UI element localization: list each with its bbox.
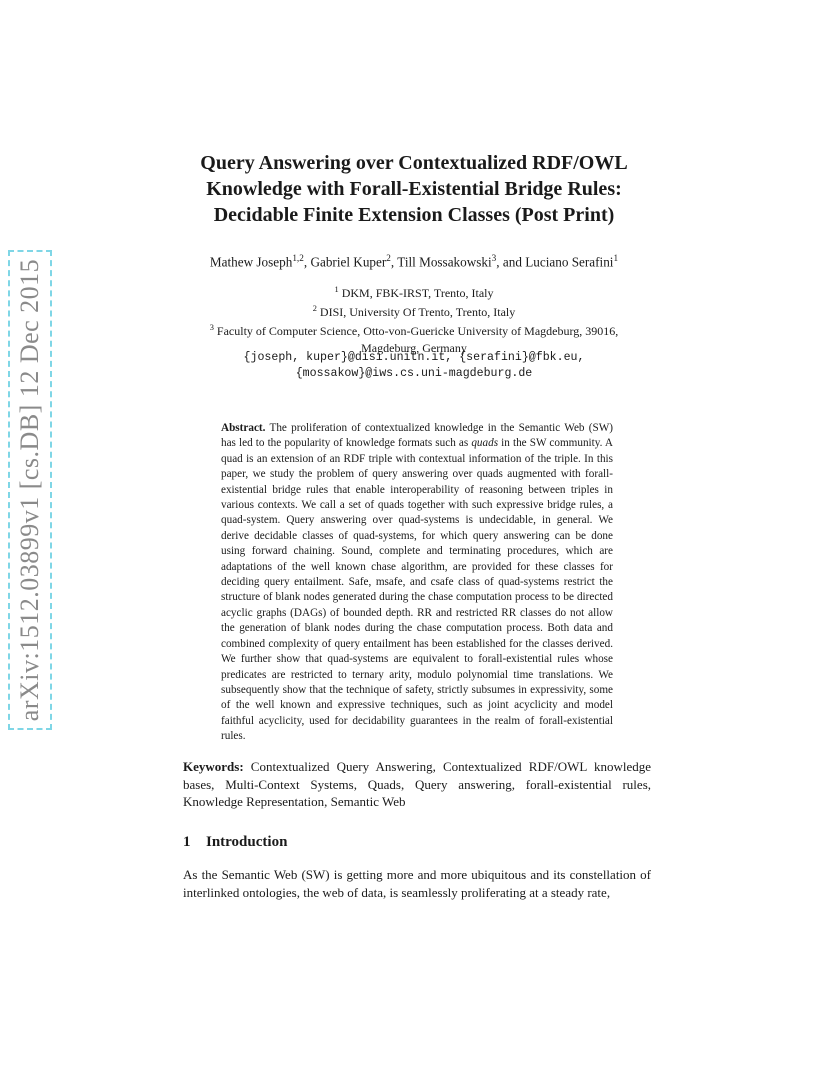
abstract [221, 421, 613, 745]
keywords-label: Keywords: [183, 759, 244, 774]
affiliation [180, 282, 648, 301]
abstract-emphasis: quads [471, 437, 499, 450]
abstract-text: The proliferation of contextualized knowledge in the Semantic Web (SW) has led to the popularity of knowledge formats such as [221, 422, 613, 450]
affiliations [180, 282, 648, 356]
section-number: 1 [183, 834, 191, 850]
author-name: , and Luciano Serafini [496, 254, 614, 270]
arxiv-stamp-text: arXiv:1512.03899v1 [cs.DB] 12 Dec 2015 [15, 258, 44, 722]
abstract-text: in the SW community. A quad is an extension of an RDF triple with contextual information of the triple. In this paper, we study the problem of query answering over quads augmented with forall-existential bridge rules that enable interoperability of reasoning between triples in various contexts. We call a set of quads together with such expressive bridge rules, a quad-system. Query answering over quad-systems is undecidable, in general. We derive decidable classes of quad-systems, for which query answering can be done using forward chaining. Sound, complete and terminating procedures, which are adaptations of the well known chase algorithm, are provided for these classes for deciding query entailment. Safe, msafe, and csafe class of quad-systems restrict the structure of blank nodes generated during the chase computation process to be directed acyclic graphs (DAGs) of bounded depth. RR and restricted RR classes do not allow the generation of blank nodes during the chase computation process. Both data and combined complexity of query entailment has been established for the classes derived. We further show that quad-systems are equivalent to forall-existential rules whose predicates are restricted to ternary arity, modulo polynomial time translations. We subsequently show that the technique of safety, strictly subsumes in expressivity, some of the well known and expressive techniques, such as joint acyclicity and model faithful acyclicity, used for decidability guarantees in the realm of forall-existential rules. [221, 437, 613, 743]
author-sup: 2 [386, 253, 391, 263]
section-title: Introduction [206, 834, 288, 850]
keywords-text: Contextualized Query Answering, Contextualized RDF/OWL knowledge bases, Multi-Context Systems, Quads, Query answering, forall-existential rules, Knowledge Representation, Semantic Web [183, 759, 651, 810]
author-name: Mathew Joseph [209, 254, 293, 270]
title-line: Decidable Finite Extension Classes (Post Print) [213, 204, 615, 226]
author-name: , Gabriel Kuper [303, 254, 387, 270]
author-sup: 3 [491, 253, 497, 263]
author-list [160, 253, 668, 270]
section-heading [183, 834, 651, 851]
author-name: , Till Mossakowski [390, 254, 492, 270]
paper-title [160, 150, 668, 228]
affiliation-text: DISI, University Of Trento, Trento, Italy [316, 305, 516, 320]
abstract-label: Abstract. [221, 422, 266, 434]
affiliation-sup: 2 [312, 304, 317, 314]
affiliation-text: Faculty of Computer Science, Otto-von-Guericke University of Magdeburg, 39016, Magdeburg, Germany [213, 324, 619, 355]
author-emails [160, 350, 668, 382]
affiliation-sup: 3 [209, 323, 214, 333]
email-line: {mossakow}@iws.cs.uni-magdeburg.de [295, 367, 533, 380]
affiliation [180, 301, 648, 320]
author-sup: 1 [613, 253, 619, 263]
author-sup: 1,2 [292, 253, 304, 263]
title-line: Knowledge with Forall-Existential Bridge Rules: [206, 178, 622, 200]
email-line: {joseph, kuper}@disi.unitn.it, {serafini}@fbk.eu, [243, 351, 585, 364]
intro-paragraph: As the Semantic Web (SW) is getting more and more ubiquitous and its constellation of interlinked ontologies, the web of data, is seamlessly proliferating at a steady rate, [183, 867, 651, 900]
keywords [183, 758, 651, 811]
arxiv-stamp [8, 250, 52, 730]
affiliation-text: DKM, FBK-IRST, Trento, Italy [338, 286, 494, 300]
title-line: Query Answering over Contextualized RDF/OWL [200, 152, 628, 174]
affiliation-sup: 1 [334, 285, 339, 294]
